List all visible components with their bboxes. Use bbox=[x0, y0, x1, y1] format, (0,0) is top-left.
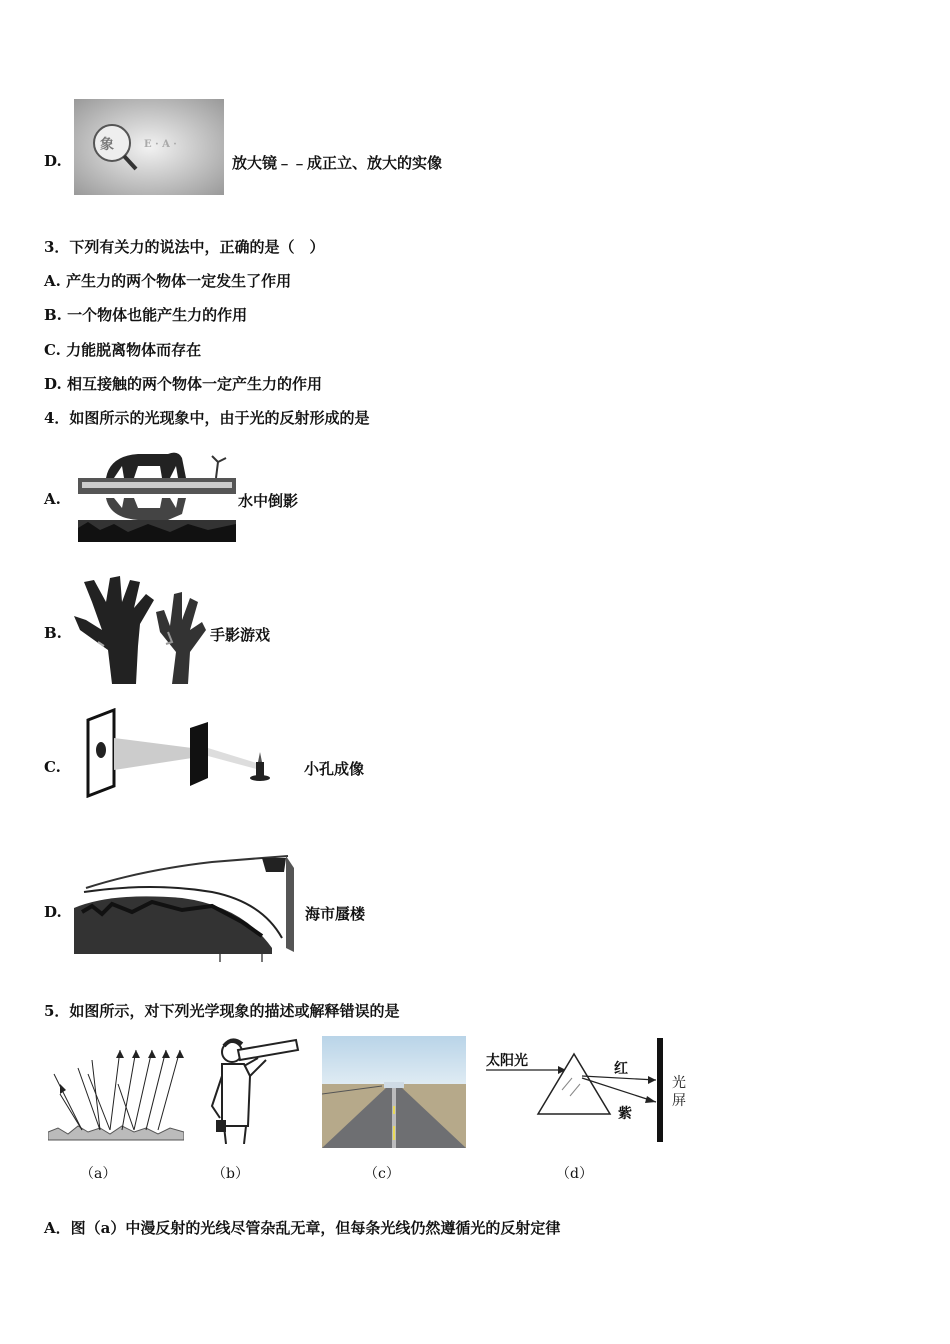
q4-option-a-text: 水中倒影 bbox=[238, 492, 299, 510]
q3-option-a-letter: A. bbox=[44, 272, 61, 290]
q4-option-a-letter: A. bbox=[44, 490, 61, 508]
telescope-person-figure bbox=[208, 1036, 300, 1144]
q3-option-b-text: 一个物体也能产生力的作用 bbox=[67, 306, 248, 324]
hand-shadow-image bbox=[72, 572, 208, 684]
q3-option-c-text: 力能脱离物体而存在 bbox=[66, 341, 202, 359]
q3-stem: 3．下列有关力的说法中，正确的是（ ） bbox=[44, 238, 325, 256]
diffuse-reflection-figure bbox=[48, 1044, 184, 1144]
q3-option-b-letter: B. bbox=[44, 306, 62, 324]
q3-option-a bbox=[44, 270, 291, 291]
q5-option-a: A．图（a）中漫反射的光线尽管杂乱无章，但每条光线仍然遵循光的反射定律 bbox=[44, 1219, 561, 1237]
prism-label-purple: 紫 bbox=[618, 1106, 632, 1122]
q4-option-c-text: 小孔成像 bbox=[304, 760, 365, 778]
svg-text:象: 象 bbox=[100, 137, 114, 153]
caption-a: （a） bbox=[80, 1166, 117, 1182]
magnifier-image bbox=[74, 99, 224, 195]
caption-b: （b） bbox=[212, 1166, 249, 1182]
q3-option-b bbox=[44, 304, 247, 325]
q2-option-d-text: 放大镜﹣﹣成正立、放大的实像 bbox=[232, 154, 443, 172]
prism-label-screen: 光屏 bbox=[672, 1075, 686, 1109]
q3-option-a-text: 产生力的两个物体一定发生了作用 bbox=[66, 272, 292, 290]
q3-option-d-text: 相互接触的两个物体一定产生力的作用 bbox=[66, 375, 322, 393]
q2-option-d-letter: D. bbox=[44, 152, 62, 170]
pinhole-camera-image bbox=[84, 708, 284, 798]
q5-stem: 5．如图所示，对下列光学现象的描述或解释错误的是 bbox=[44, 1002, 400, 1020]
prism-label-red: 红 bbox=[614, 1061, 628, 1077]
q4-option-d-text: 海市蜃楼 bbox=[305, 905, 366, 923]
q3-option-c-letter: C. bbox=[44, 341, 61, 359]
q4-option-b-letter: B. bbox=[44, 624, 62, 642]
caption-d: （d） bbox=[556, 1166, 593, 1182]
caption-c: （c） bbox=[364, 1166, 400, 1182]
road-photo-figure bbox=[322, 1036, 466, 1148]
prism-dispersion-figure bbox=[486, 1036, 692, 1148]
q4-option-d-letter: D. bbox=[44, 903, 62, 921]
q3-option-d bbox=[44, 373, 322, 394]
mirage-image bbox=[72, 852, 296, 962]
q4-option-c-letter: C. bbox=[44, 758, 61, 776]
prism-label-sun: 太阳光 bbox=[486, 1053, 528, 1069]
q4-stem: 4．如图所示的光现象中，由于光的反射形成的是 bbox=[44, 409, 370, 427]
q4-option-b-text: 手影游戏 bbox=[210, 626, 271, 644]
q3-option-d-letter: D. bbox=[44, 375, 62, 393]
water-reflection-image bbox=[78, 448, 236, 542]
svg-text:E · A ·: E · A · bbox=[144, 139, 177, 150]
q3-option-c bbox=[44, 339, 201, 360]
